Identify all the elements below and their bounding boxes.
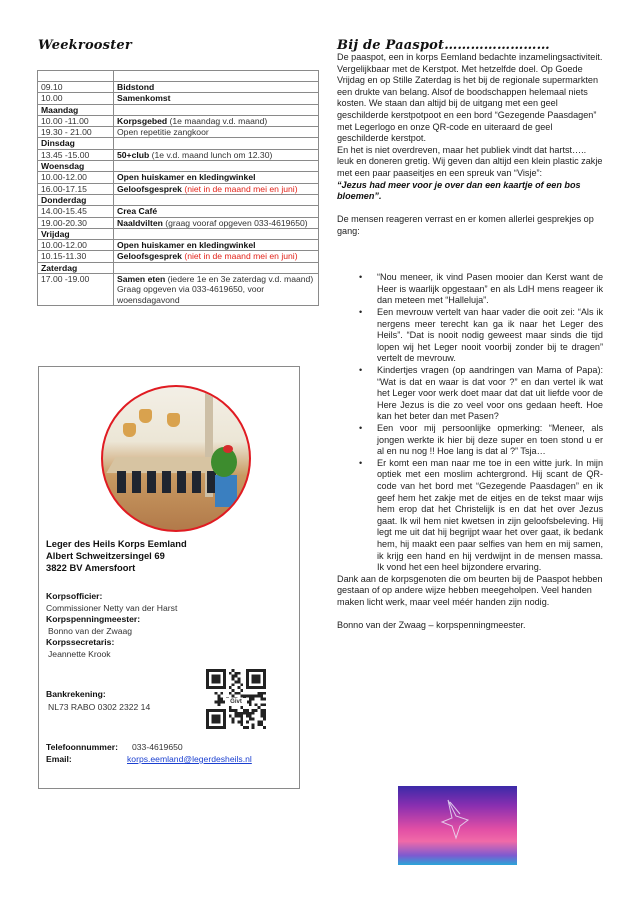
activity-cell [114,194,319,205]
qr-module [235,672,238,675]
org-name: Leger des Heils Korps Eemland [46,538,187,549]
qr-module [232,718,235,721]
list-item: • Er komt een man naar me toe in een witte jurk. In mijn optiek met een moslim achtergrond. Hij scant de QR-code van het bord met “Gezegende Paasdagen” en ik geef hem het zakje met de eitjes en de tekst maar wijs hem erop dat het Christelijk is en dat het over Jezus gaat. Ik wil hem niet kwetsen in zijn geloofsbeleving. Hij legt me uit dat hij begrijpt waar het over gaat, ik bedank hem, hij maakt een paar selfies van hem en mij samen, ik krijg een hand en hij verdwijnt in de mensen massa. Ik vond het een heel bijzondere ervaring. [337,458,603,574]
table-row [38,172,319,183]
qr-module [215,692,218,695]
qr-module [249,715,252,718]
activity-cell [114,251,319,262]
qr-module [263,726,266,729]
qr-module [235,709,238,712]
activity-cell [114,161,319,172]
dove-icon [398,786,517,865]
qr-module [217,700,220,703]
qr-module [232,683,235,686]
qr-finder [212,675,221,684]
activity-warning: (niet in de maand mei en juni) [181,251,298,262]
qr-module [252,698,255,701]
qr-module [260,692,263,695]
penningmeester-label: Korpspenningmeester: [46,614,141,624]
email-link[interactable]: korps.eemland@legerdesheils.nl [127,754,252,764]
qr-module [220,698,223,701]
day-label: Zaterdag [38,262,114,273]
qr-module [257,723,260,726]
activity-cell [114,228,319,239]
qr-module [260,720,263,723]
day-row [38,194,319,205]
qr-module [240,715,243,718]
activity-name: 50+club [117,149,150,160]
qr-module [263,698,266,701]
qr-module [249,698,252,701]
reaction-list [337,272,603,573]
activity-name: Crea Café [117,206,158,217]
qr-module [257,706,260,709]
day-label: Vrijdag [38,228,114,239]
qr-module [232,720,235,723]
qr-module [252,712,255,715]
qr-module [237,720,240,723]
korpsofficier-value: Commissioner Netty van der Harst [46,603,178,613]
qr-module [246,720,249,723]
article-title: Bij de Paaspot…………………… [337,38,550,53]
time-cell: 09.10 [38,82,114,93]
qr-module [232,678,235,681]
qr-module [232,709,235,712]
time-cell: 17.00 -19.00 [38,274,114,306]
qr-module [237,680,240,683]
org-city: 3822 BV Amersfoort [46,562,136,573]
table-row [38,127,319,138]
activity-cell [114,172,319,183]
time-cell: 16.00-17.15 [38,183,114,194]
qr-module [240,706,243,709]
qr-module [240,683,243,686]
secretaris-label: Korpssecretaris: [46,637,115,647]
activity-cell [114,217,319,228]
qr-module [260,712,263,715]
qr-module [252,718,255,721]
activity-name: Korpsgebed [117,115,168,126]
table-row [38,71,319,82]
qr-module [237,692,240,695]
korpsofficier-label: Korpsofficier: [46,591,103,601]
qr-module [217,703,220,706]
activity-cell [114,115,319,126]
qr-module [235,715,238,718]
time-cell: 10.00 [38,93,114,104]
qr-module [240,718,243,721]
activity-name: Samenkomst [117,93,171,104]
activity-name: Open huiskamer en kledingwinkel [117,240,256,251]
qr-module [220,692,223,695]
activity-cell [114,183,319,194]
activity-cell [114,274,319,306]
qr-module [235,675,238,678]
qr-module [229,672,232,675]
day-label: Woensdag [38,161,114,172]
activity-name: Open huiskamer en kledingwinkel [117,172,256,183]
qr-module [237,712,240,715]
day-row [38,161,319,172]
qr-module [246,709,249,712]
table-row [38,274,319,306]
qr-module [243,726,246,729]
phone-value: 033-4619650 [132,742,183,752]
qr-module [232,669,235,672]
qr-module [263,712,266,715]
list-item: • Kindertjes vragen (op aandringen van Mama of Papa): “Wat is dat en waar is dat voor ?” en dan vertel ik wat het Leger voor werk doet maar dat dat uit liefde voor de Here Jezus is die zo veel voor ons gedaan heeft. Hoe kan het beter dan met Pasen? [337,365,603,423]
qr-finder [252,675,261,684]
qr-module [237,715,240,718]
day-label: Donderdag [38,194,114,205]
qr-module [235,680,238,683]
activity-name: Naaldvilten [117,217,163,228]
qr-module [240,712,243,715]
table-row [38,82,319,93]
time-cell: 10.00-12.00 [38,240,114,251]
bank-value: NL73 RABO 0302 2322 14 [48,702,151,712]
activity-cell [114,206,319,217]
qr-module [249,712,252,715]
qr-module [243,712,246,715]
activity-name: Geloofsgesprek [117,251,182,262]
qr-module [257,695,260,698]
qr-module [260,723,263,726]
qr-module [249,718,252,721]
qr-module [249,703,252,706]
activity-name: Samen eten [117,274,166,285]
qr-module [232,689,235,692]
qr-module [263,692,266,695]
qr-module [263,709,266,712]
qr-module [229,706,232,709]
qr-module [237,686,240,689]
activity-note: (1e maandag v.d. maand) [167,115,268,126]
table-row [38,183,319,194]
table-row [38,251,319,262]
activity-cell [114,127,319,138]
secretaris-value: Jeannette Krook [48,649,111,659]
qr-module [215,700,218,703]
qr-module [246,726,249,729]
qr-module [237,678,240,681]
activity-cell [114,240,319,251]
qr-module [255,695,258,698]
qr-module [229,715,232,718]
activity-warning: (niet in de maand mei en juni) [181,183,298,194]
qr-module [257,692,260,695]
contact-card [38,366,300,789]
qr-module [232,675,235,678]
activity-note: (iedere 1e en 3e zaterdag v.d. maand) Graag opgeven via 033-4619650, voor woensdagavond [117,274,314,305]
phone-label: Telefoonnummer: [46,742,118,752]
list-item: • Een voor mij persoonlijke opmerking: “Meneer, als jongen werkte ik hier bij deze super en toen stond u er al en nu nog !! Hoe lang is dat al ?” Tsja… [337,423,603,458]
activity-note: (graag vooraf opgeven 033-4619650) [162,217,308,228]
activity-cell [114,93,319,104]
time-cell [38,71,114,82]
qr-module [235,692,238,695]
activity-cell [114,149,319,160]
org-street: Albert Schweitzersingel 69 [46,550,165,561]
qr-module [252,709,255,712]
activity-cell [114,262,319,273]
weekrooster-title: Weekrooster [38,38,132,53]
qr-module [249,700,252,703]
qr-module [235,712,238,715]
qr-module [255,703,258,706]
qr-module [217,698,220,701]
qr-module [255,709,258,712]
article-intro: De paaspot, een in korps Eemland bedachte inzamelingsactiviteit. Vergelijkbaar met de Kerstpot. Met hetzelfde doel. Op Goede Vrijdag en op Stille Zaterdag is het bij de regionale supermarkten een drukte van belang. Alsof de boodschappen helemaal niets kosten. We staan dan altijd bij de uitgang met een geel geschilderde kerstpotpoot en een bord “Gezegende Paasdagen” met Legerlogo en onze QR-code en uiteraard de geel geschilderde kerstpot. [337,52,603,144]
qr-module [260,715,263,718]
email-label: Email: [46,754,72,764]
penningmeester-value: Bonno van der Zwaag [48,626,133,636]
activity-name: Geloofsgesprek [117,183,182,194]
activity-name: Bidstond [117,82,155,92]
qr-module [260,703,263,706]
activity-cell [114,82,319,93]
article-closing: Dank aan de korpsgenoten die om beurten bij de Paaspot hebben gestaan of op andere wijze hebben meegeholpen. Veel handen maken licht werk, maar veel méér handen zijn nodig. [337,573,603,607]
qr-module [246,712,249,715]
qr-module [260,695,263,698]
day-label: Maandag [38,104,114,115]
qr-module [263,715,266,718]
article-paragraph: En het is niet overdreven, maar het publiek vindt dat hartst….. leuk en doneren gretig. Wij geven dan altijd een klein plastic zakje met een paar paaseitjes en een spreuk van “Visje”: [337,144,603,178]
article-paragraph: De mensen reageren verrast en er komen allerlei gesprekjes op gang: [337,214,594,236]
time-cell: 10.00 -11.00 [38,115,114,126]
hall-photo [101,385,251,532]
qr-module [243,709,246,712]
qr-module [249,695,252,698]
givt-label: Givt [225,698,247,706]
activity-cell [114,71,319,82]
qr-module [260,709,263,712]
table-row [38,93,319,104]
time-cell: 10.00-12.00 [38,172,114,183]
qr-module [237,672,240,675]
time-cell: 10.15-11.30 [38,251,114,262]
table-row [38,115,319,126]
table-row [38,149,319,160]
list-item: • Een mevrouw vertelt van haar vader die ooit zei: “Als ik nergens meer terecht kan ga ik naar het Leger des Heils”. “Dat is nooit nodig geweest maar sinds die tijd lopen wij het Leger nooit voorbij zonder bij te dragen” vertelt de mevrouw. [337,307,603,365]
day-row [38,138,319,149]
bank-label: Bankrekening: [46,689,106,699]
day-label: Dinsdag [38,138,114,149]
activity-cell [114,138,319,149]
qr-module [252,723,255,726]
qr-module [252,695,255,698]
qr-module [229,686,232,689]
table-row [38,206,319,217]
time-cell: 19.30 - 21.00 [38,127,114,138]
qr-module [240,723,243,726]
day-row [38,104,319,115]
qr-module [246,715,249,718]
qr-finder [212,715,221,724]
list-item: • “Nou meneer, ik vind Pasen mooier dan Kerst want de Heer is waarlijk opgestaan” en als LdH mens reageer ik dan meteen met “Halleluja”. [337,272,603,307]
activity-note: (1e v.d. maand lunch om 12.30) [149,149,273,160]
qr-module [220,700,223,703]
activity-note: Open repetitie zangkoor [117,127,209,138]
time-cell: 13.45 -15.00 [38,149,114,160]
table-row [38,240,319,251]
qr-module [263,703,266,706]
qr-module [260,698,263,701]
time-cell: 14.00-15.45 [38,206,114,217]
qr-module [240,689,243,692]
schedule-table [37,70,319,306]
qr-module [263,718,266,721]
day-row [38,262,319,273]
qr-module [229,709,232,712]
qr-module [240,720,243,723]
dove-image [398,786,517,865]
article-signature: Bonno van der Zwaag – korpspenningmeester. [337,620,526,631]
qr-module [252,726,255,729]
activity-cell [114,104,319,115]
day-row [38,228,319,239]
time-cell: 19.00-20.30 [38,217,114,228]
article-quote: “Jezus had meer voor je over dan een kaartje of een bos bloemen”. [337,179,581,202]
article-body [337,52,603,632]
table-row [38,217,319,228]
qr-module [229,692,232,695]
qr-module [257,720,260,723]
qr-module [217,695,220,698]
